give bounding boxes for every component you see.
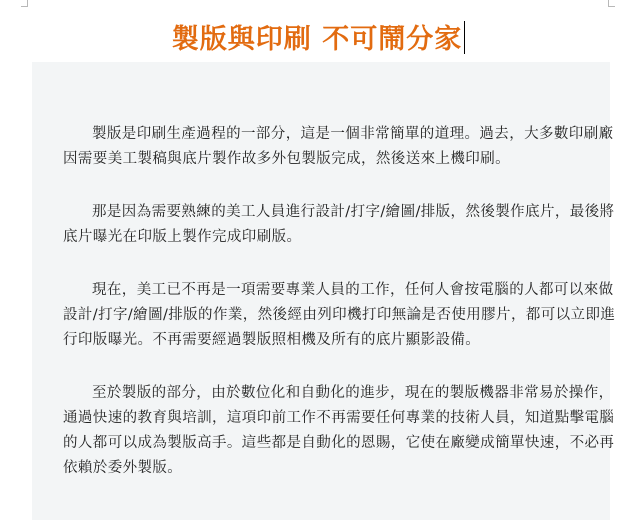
page-corner-mark-right [608, 0, 615, 7]
document-title[interactable]: 製版與印刷 不可鬧分家 [171, 24, 463, 55]
paragraph-3[interactable]: 現在，美工已不再是一項需要專業人員的工作，任何人會按電腦的人都可以來做設計/打字/繪圖/排版的作業，然後經由列印機打印無論是否使用膠片，都可以立即進行印版曝光。不再需要經過製版照相機及所有的底片顯影設備。 [63, 282, 616, 348]
page-corner-mark-left [21, 0, 28, 7]
content-panel [32, 62, 616, 520]
paragraph-4[interactable]: 至於製版的部分，由於數位化和自動化的進步，現在的製版機器非常易於操作，通過快速的教育與培訓，這項印前工作不再需要任何專業的技術人員，知道點擊電腦的人都可以成為製版高手。這些都是自動化的恩賜，它使在廠變成簡單快速，不必再依賴於委外製版。 [63, 385, 615, 476]
paragraph-2[interactable]: 那是因為需要熟練的美工人員進行設計/打字/繪圖/排版，然後製作底片，最後將底片曝光在印版上製作完成印刷版。 [63, 204, 615, 245]
text-cursor [464, 21, 465, 54]
paragraph-1[interactable]: 製版是印刷生產過程的一部分，這是一個非常簡單的道理。過去，大多數印刷廠因需要美工製稿與底片製作故多外包製版完成，然後送來上機印刷。 [63, 126, 614, 167]
document-body[interactable] [63, 122, 623, 509]
title-area [0, 20, 637, 64]
